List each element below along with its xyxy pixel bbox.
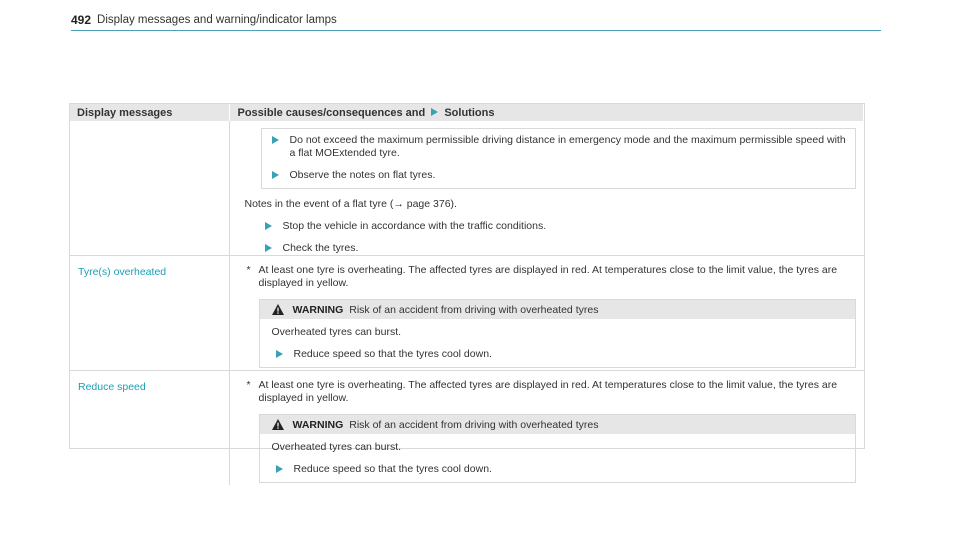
list-item — [272, 134, 855, 160]
warning-body-text: Overheated tyres can burst. — [271, 326, 402, 338]
warning-box — [259, 414, 856, 483]
arrow-right-icon — [431, 108, 438, 116]
table-header-row — [70, 104, 864, 121]
row2-content-cell — [229, 371, 864, 486]
row0-label-cell — [70, 121, 229, 256]
arrow-right-icon — [276, 350, 283, 358]
row0-content-cell — [229, 121, 864, 256]
row2-label-cell — [70, 371, 229, 486]
warning-title: WARNING — [292, 418, 344, 431]
arrow-right-icon — [265, 244, 272, 252]
arrow-right-icon — [272, 171, 279, 179]
asterisk-marker: * — [246, 264, 251, 276]
page-header — [71, 10, 881, 31]
arrow-right-icon — [272, 136, 279, 144]
header-title: Display messages and warning/indicator lamps — [97, 14, 337, 26]
warning-triangle-icon — [272, 419, 284, 430]
message-reduce-speed: Reduce speed — [78, 381, 146, 393]
warning-box — [259, 299, 856, 368]
warning-header — [260, 415, 855, 434]
cause-paragraph — [247, 379, 856, 405]
table-row — [70, 371, 864, 486]
col-header-causes — [229, 104, 864, 121]
warning-triangle-icon — [272, 304, 284, 315]
cause-text: At least one tyre is overheating. The affected tyres are displayed in red. At temperatures close to the limit value, the tyres are displayed in yellow. — [258, 379, 838, 404]
page-number: 492 — [71, 13, 92, 27]
row1-content-cell — [229, 256, 864, 371]
step-text: Reduce speed so that the tyres cool down. — [293, 348, 492, 360]
note-text: Notes in the event of a flat tyre (→ page 376). — [244, 198, 457, 210]
col-header-causes-text: Possible causes/consequences and — [237, 106, 426, 119]
warning-title: WARNING — [292, 303, 344, 316]
col-header-display-messages: Display messages — [70, 104, 229, 121]
step-text: Observe the notes on flat tyres. — [289, 169, 436, 181]
warning-text: Risk of an accident from driving with overheated tyres — [349, 303, 599, 316]
warning-header — [260, 300, 855, 319]
warning-body — [260, 434, 855, 482]
step-text: Do not exceed the maximum permissible driving distance in emergency mode and the maximum permissible speed with a flat MOExtended tyre. — [289, 134, 846, 159]
table-row — [70, 121, 864, 256]
step-text: Stop the vehicle in accordance with the traffic conditions. — [282, 220, 547, 232]
arrow-right-icon — [276, 465, 283, 473]
list-item — [276, 463, 855, 476]
list-item — [276, 348, 855, 361]
messages-table — [69, 103, 865, 475]
asterisk-marker: * — [246, 379, 251, 391]
step-text: Reduce speed so that the tyres cool down. — [293, 463, 492, 475]
list-item — [265, 242, 856, 255]
col-header-solutions-text: Solutions — [444, 106, 495, 119]
list-item — [272, 169, 855, 182]
arrow-right-icon — [265, 222, 272, 230]
cause-paragraph — [247, 264, 856, 290]
row1-label-cell — [70, 256, 229, 371]
message-tyres-overheated: Tyre(s) overheated — [78, 266, 167, 278]
table-row — [70, 256, 864, 371]
cause-text: At least one tyre is overheating. The affected tyres are displayed in red. At temperatures close to the limit value, the tyres are displayed in yellow. — [258, 264, 838, 289]
warning-body-text: Overheated tyres can burst. — [271, 441, 402, 453]
warning-body — [260, 319, 855, 367]
warning-text: Risk of an accident from driving with overheated tyres — [349, 418, 599, 431]
list-item — [265, 220, 856, 233]
continued-steps-box — [261, 128, 856, 189]
step-text: Check the tyres. — [282, 242, 359, 254]
